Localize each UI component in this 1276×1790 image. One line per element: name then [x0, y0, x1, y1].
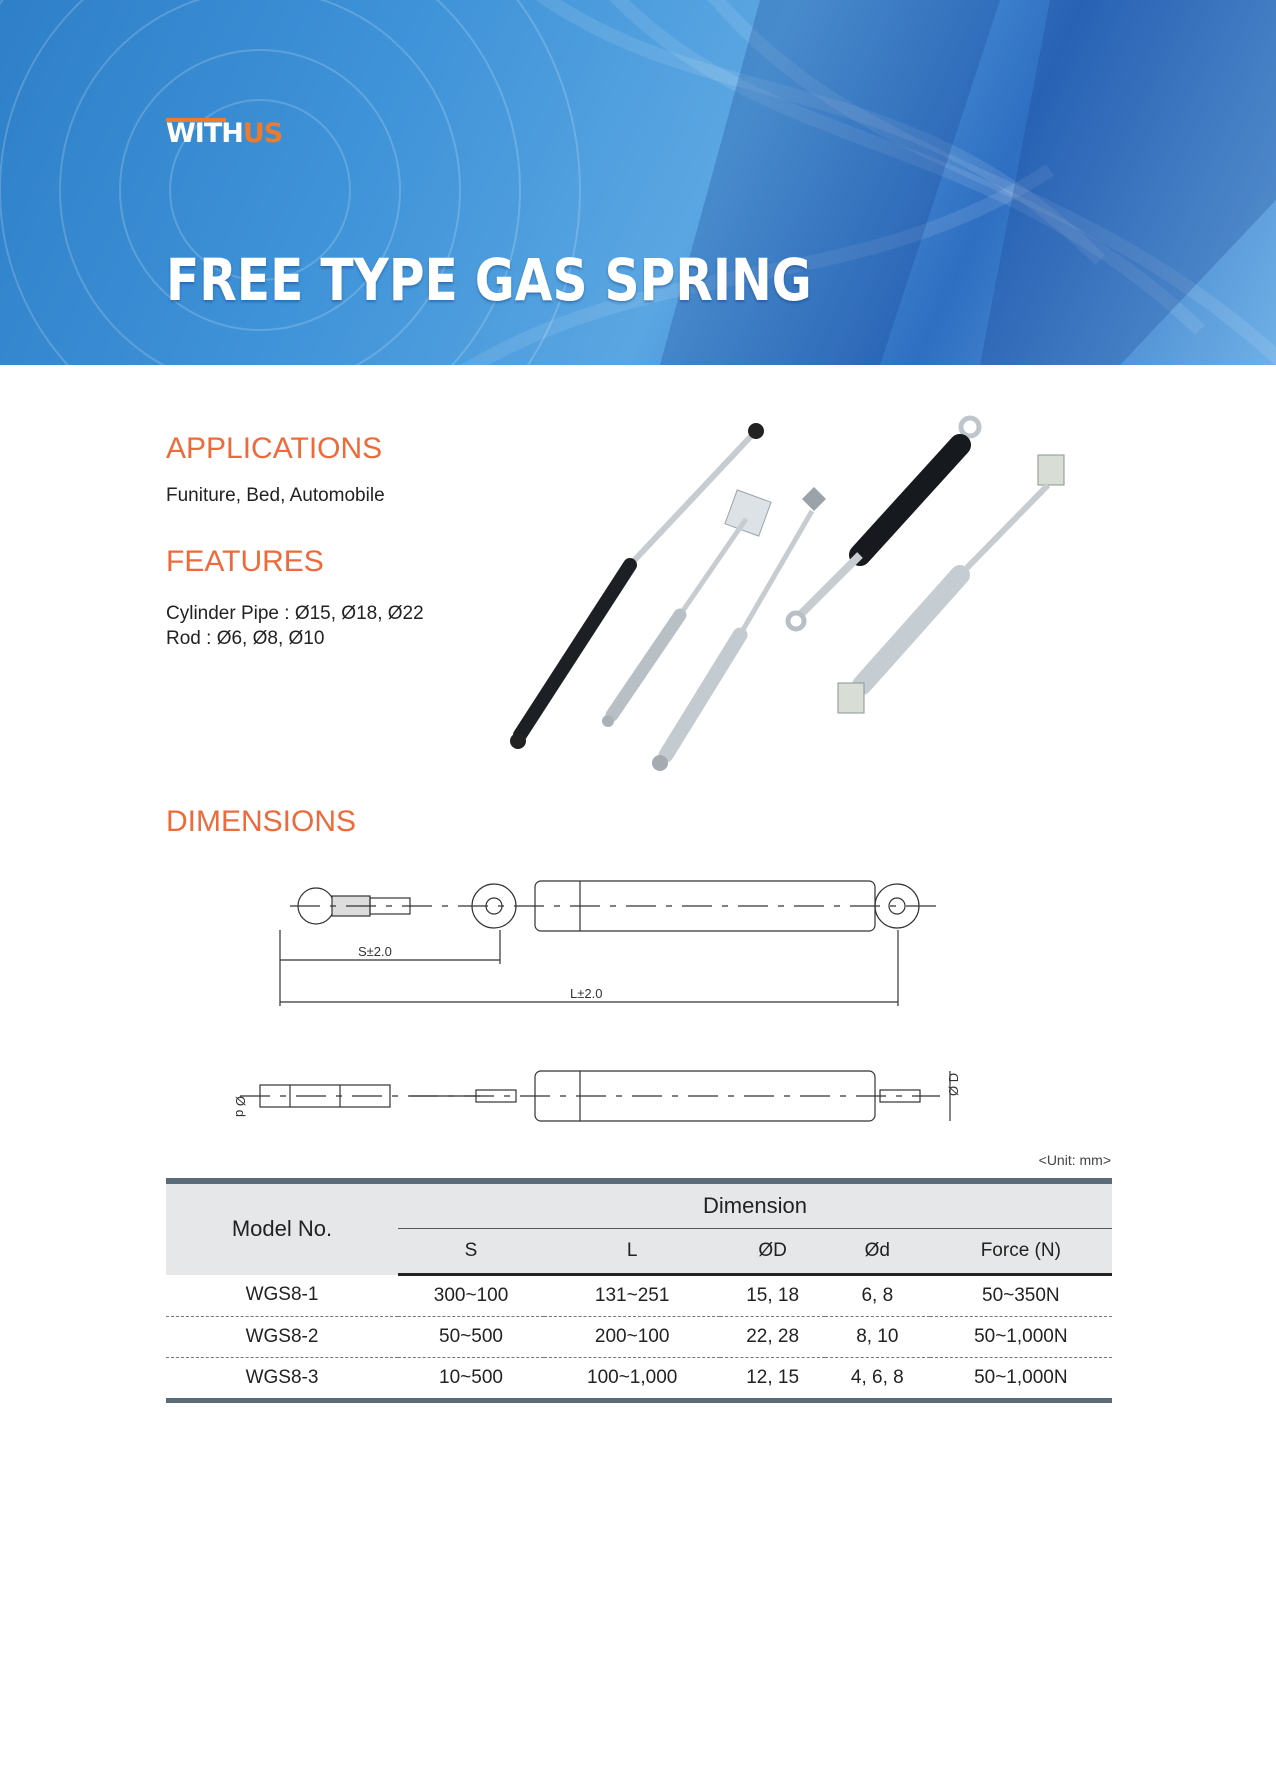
spec-table	[166, 1178, 1112, 1403]
table-row	[166, 1317, 1112, 1358]
col-header-s: S	[398, 1229, 544, 1275]
col-header-force: Force (N)	[930, 1229, 1112, 1275]
cell-big-d: 12, 15	[720, 1358, 825, 1401]
header-banner	[0, 0, 1276, 365]
brand-logo	[166, 118, 282, 149]
cell-l: 200~100	[544, 1317, 720, 1358]
features-rod: Rod : Ø6, Ø8, Ø10	[166, 628, 325, 649]
dimensions-heading: DIMENSIONS	[166, 805, 357, 838]
col-header-l: L	[544, 1229, 720, 1275]
table-row	[166, 1275, 1112, 1317]
features-heading: FEATURES	[166, 545, 324, 578]
cell-force: 50~1,000N	[930, 1358, 1112, 1401]
dimension-drawing	[233, 860, 1000, 1160]
cell-s: 50~500	[398, 1317, 544, 1358]
cell-small-d: 8, 10	[825, 1317, 930, 1358]
cell-model: WGS8-3	[166, 1358, 398, 1401]
cell-l: 100~1,000	[544, 1358, 720, 1401]
unit-note: <Unit: mm>	[1038, 1152, 1111, 1168]
logo-text-with: WITH	[166, 118, 243, 149]
gas-spring-black-long	[510, 423, 764, 749]
cell-model: WGS8-2	[166, 1317, 398, 1358]
s-dimension-label: S±2.0	[358, 944, 392, 959]
cell-s: 300~100	[398, 1275, 544, 1317]
model-no-header: Model No.	[166, 1181, 398, 1275]
logo-text-us: US	[242, 118, 283, 149]
cell-big-d: 15, 18	[720, 1275, 825, 1317]
l-dimension-label: L±2.0	[570, 986, 603, 1001]
gas-spring-silver-long	[838, 455, 1064, 713]
features-cylinder-pipe: Cylinder Pipe : Ø15, Ø18, Ø22	[166, 603, 424, 624]
col-header-big-d: ØD	[720, 1229, 825, 1275]
cell-force: 50~350N	[930, 1275, 1112, 1317]
cell-small-d: 4, 6, 8	[825, 1358, 930, 1401]
dimension-header: Dimension	[398, 1181, 1112, 1229]
col-header-small-d: Ød	[825, 1229, 930, 1275]
cell-force: 50~1,000N	[930, 1317, 1112, 1358]
product-photo	[490, 415, 1130, 815]
cell-small-d: 6, 8	[825, 1275, 930, 1317]
applications-text: Funiture, Bed, Automobile	[166, 485, 385, 506]
gas-spring-silver-bracket	[602, 490, 771, 727]
cell-l: 131~251	[544, 1275, 720, 1317]
page-title: FREE TYPE GAS SPRING	[166, 246, 812, 314]
cell-model: WGS8-1	[166, 1275, 398, 1317]
cell-s: 10~500	[398, 1358, 544, 1401]
applications-heading: APPLICATIONS	[166, 432, 383, 465]
big-d-label: Ø D	[946, 1072, 961, 1096]
table-row	[166, 1358, 1112, 1401]
small-d-label: Ø d	[233, 1096, 248, 1117]
cell-big-d: 22, 28	[720, 1317, 825, 1358]
